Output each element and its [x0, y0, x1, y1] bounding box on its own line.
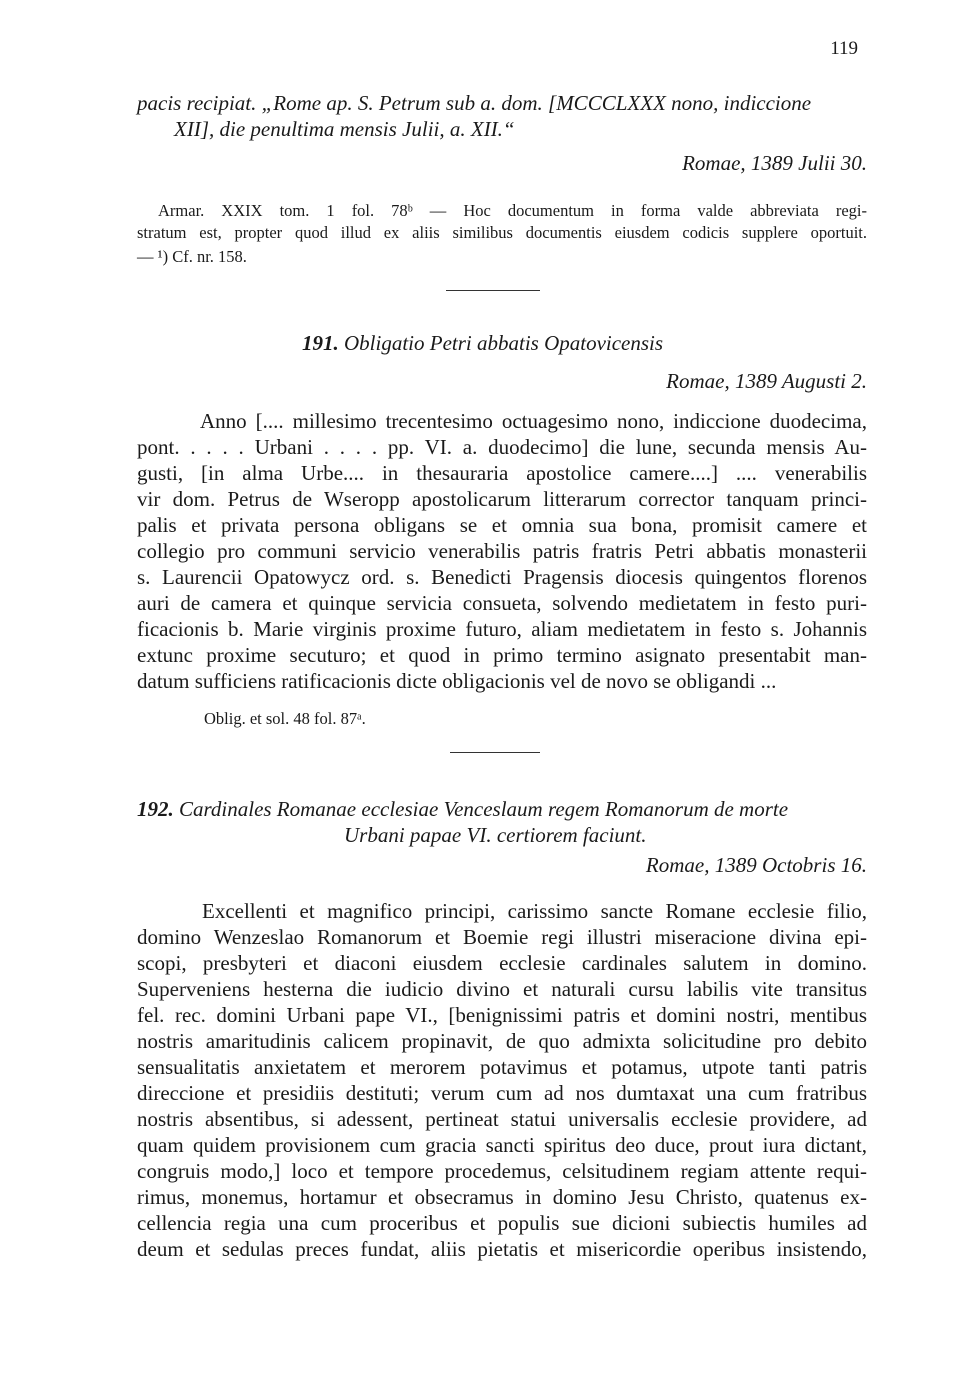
doc-191-body-line: datum sufficiens ratificacionis dicte obligacionis vel de novo se obligandi ...	[137, 669, 777, 693]
doc-192-body-line: nostris absentibus, si adessent, pertineat statui universalis ecclesie providere, ad	[137, 1107, 867, 1131]
doc-192-body-line: fel. rec. domini Urbani pape VI., [benignissimi patris et domini nostri, mentibus	[137, 1003, 867, 1027]
intro-dateline: Romae, 1389 Julii 30.	[682, 151, 867, 175]
intro-line-1: pacis recipiat. „Rome ap. S. Petrum sub a. dom. [MCCCLXXX nono, indiccione	[137, 91, 812, 115]
doc-192-body-line: scopi, presbyteri et diaconi eiusdem ecclesie cardinales salutem in domino.	[137, 951, 867, 975]
doc-192-title-line-2: Urbani papae VI. certiorem faciunt.	[344, 823, 647, 847]
doc-191-body-line: auri de camera et quinque servicia consueta, solvendo medietatem in festo puri-	[137, 591, 867, 615]
doc-192-body-line: congruis modo,] loco et tempore procedemus, celsitudinem regiam attente requi-	[137, 1159, 867, 1183]
doc-191-title: Obligatio Petri abbatis Opatovicensis	[344, 331, 664, 355]
doc-192-body-line: domino Wenzeslao Romanorum et Boemie regi illustri miseracione divina epi-	[137, 925, 867, 949]
doc-191-body-line: vir dom. Petrus de Wseropp apostolicarum litterarum corrector tanquam princi-	[137, 487, 867, 511]
note-1-line-2: stratum est, propter quod illud ex aliis similibus documentis eiusdem codicis supplere oportuit.	[137, 223, 867, 242]
doc-192-body-line: sensualitatis anxietatem et merorem potavimus et potamus, utpote tanti patris	[137, 1055, 867, 1079]
doc-191-body-line: palis et privata persona obligans se et omnia sua bona, promisit camere et	[137, 513, 867, 537]
doc-191-body-line: s. Laurencii Opatowycz ord. s. Benedicti Pragensis diocesis quingentos florenos	[137, 565, 867, 589]
doc-192-body-line: quam quidem provisionem cum gracia sancti spiritus deo duce, prout iura dictant,	[137, 1133, 867, 1157]
doc-192-dateline: Romae, 1389 Octobris 16.	[645, 853, 867, 877]
doc-192-number: 192.	[137, 797, 174, 821]
doc-191-dateline: Romae, 1389 Augusti 2.	[666, 369, 867, 393]
section-divider	[446, 290, 540, 291]
doc-191-body-line: gusti, [in alma Urbe.... in thesauraria apostolice camere....] .... venerabilis	[137, 461, 867, 485]
intro-line-2: XII], die penultima mensis Julii, a. XII.“	[174, 117, 515, 141]
doc-192-body-line: rimus, monemus, hortamur et obsecramus in domino Jesu Christo, quatenus ex-	[137, 1185, 867, 1209]
doc-192-body-line: nostris amaritudinis calicem propinavit, de quo admixta solicitudine pro debito	[137, 1029, 867, 1053]
doc-191-body-line: pont. . . . . Urbani . . . . pp. VI. a. duodecimo] die lune, secunda mensis Au-	[137, 435, 867, 459]
doc-191-number: 191.	[302, 331, 339, 355]
doc-191-body-line: extunc proxime secuturo; et quod in primo termino asignato presentabit man-	[137, 643, 867, 667]
doc-192-body-line: Excellenti et magnifico principi, carissimo sancte Romane ecclesie filio,	[202, 899, 867, 923]
doc-191-body-line: ficacionis b. Marie virginis proxime futuro, aliam medietatem in festo s. Johannis	[137, 617, 867, 641]
doc-192-body-line: deum et sedulas preces fundat, aliis pietatis et misericordie operibus insistendo,	[137, 1237, 867, 1261]
doc-192-title-line-1: Cardinales Romanae ecclesiae Venceslaum regem Romanorum de morte	[179, 797, 789, 821]
page-number: 119	[830, 38, 858, 59]
doc-191-body-line: Anno [.... millesimo trecentesimo octuagesimo nono, indiccione duodecima,	[200, 409, 867, 433]
doc-191-heading	[302, 330, 862, 356]
note-1-line-3: — ¹) Cf. nr. 158.	[137, 247, 247, 266]
note-1-line-1: Armar. XXIX tom. 1 fol. 78ᵇ — Hoc documentum in forma valde abbreviata regi-	[158, 201, 867, 220]
section-divider	[450, 752, 540, 753]
doc-192-body-line: Superveniens hesterna die iudicio divino et naturali cursu labilis vite transitus	[137, 977, 867, 1001]
doc-192-heading	[137, 796, 867, 822]
doc-192-body-line: cellencia regia una cum proceribus et populis sue dicioni subiectis humiles ad	[137, 1211, 867, 1235]
doc-191-body-line: collegio pro communi servicio venerabilis patris fratris Petri abbatis monasterii	[137, 539, 867, 563]
doc-192-body-line: direccione et presidiis destituti; verum cum ad nos dumtaxat una cum fratribus	[137, 1081, 867, 1105]
doc-191-archival-note: Oblig. et sol. 48 fol. 87ᵃ.	[204, 709, 366, 728]
